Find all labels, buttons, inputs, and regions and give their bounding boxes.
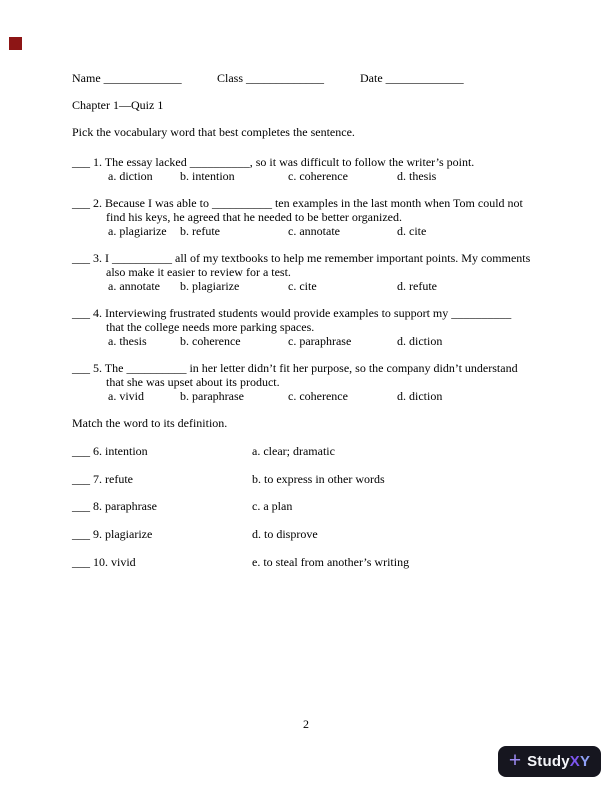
page-number: 2 bbox=[303, 717, 309, 731]
question-continuation: that the college needs more parking spaces. bbox=[106, 320, 315, 334]
match-word: ___ 6. intention bbox=[72, 444, 148, 458]
brand-x: X bbox=[569, 753, 580, 770]
question-continuation: also make it easier to review for a test. bbox=[106, 265, 291, 279]
option-c: c. coherence bbox=[288, 389, 348, 403]
option-b: b. intention bbox=[180, 169, 235, 183]
name-field bbox=[72, 71, 182, 85]
option-d: d. diction bbox=[397, 389, 443, 403]
question-continuation: find his keys, he agreed that he needed to be better organized. bbox=[106, 210, 402, 224]
name-blank-line: _____________ bbox=[103, 71, 182, 85]
option-a: a. vivid bbox=[108, 389, 144, 403]
date-label: Date bbox=[360, 71, 383, 85]
option-a: a. plagiarize bbox=[108, 224, 167, 238]
brand-study: Study bbox=[527, 753, 570, 770]
class-label: Class bbox=[217, 71, 244, 85]
brand-text bbox=[527, 753, 590, 770]
match-definition: d. to disprove bbox=[252, 527, 318, 541]
question-text: ___ 1. The essay lacked __________, so it was difficult to follow the writer’s point. bbox=[72, 155, 475, 169]
option-b: b. plagiarize bbox=[180, 279, 240, 293]
match-definition: e. to steal from another’s writing bbox=[252, 555, 410, 569]
option-d: d. diction bbox=[397, 334, 443, 348]
question-continuation: that she was upset about its product. bbox=[106, 375, 280, 389]
question-text: ___ 5. The __________ in her letter didn’t fit her purpose, so the company didn’t understand bbox=[72, 361, 518, 375]
option-d: d. refute bbox=[397, 279, 437, 293]
studyxy-logo bbox=[498, 746, 601, 777]
question-text: ___ 4. Interviewing frustrated students would provide examples to support my __________ bbox=[72, 306, 512, 320]
class-blank-line: _____________ bbox=[246, 71, 325, 85]
question-text: ___ 3. I __________ all of my textbooks to help me remember important points. My comments bbox=[72, 251, 531, 265]
option-a: a. annotate bbox=[108, 279, 160, 293]
option-c: c. annotate bbox=[288, 224, 340, 238]
quiz-title: Chapter 1—Quiz 1 bbox=[72, 98, 164, 112]
match-word: ___ 10. vivid bbox=[72, 555, 136, 569]
match-word: ___ 7. refute bbox=[72, 472, 133, 486]
option-c: c. paraphrase bbox=[288, 334, 352, 348]
plus-icon: + bbox=[508, 749, 522, 772]
match-definition: b. to express in other words bbox=[252, 472, 385, 486]
match-definition: a. clear; dramatic bbox=[252, 444, 335, 458]
option-c: c. cite bbox=[288, 279, 317, 293]
date-field bbox=[360, 71, 464, 85]
option-b: b. paraphrase bbox=[180, 389, 244, 403]
option-b: b. coherence bbox=[180, 334, 241, 348]
vocab-instruction: Pick the vocabulary word that best completes the sentence. bbox=[72, 125, 355, 139]
option-a: a. diction bbox=[108, 169, 153, 183]
name-label: Name bbox=[72, 71, 101, 85]
corner-red-square-marker bbox=[9, 37, 22, 50]
option-b: b. refute bbox=[180, 224, 220, 238]
brand-y: Y bbox=[579, 753, 591, 770]
option-d: d. thesis bbox=[397, 169, 437, 183]
match-word: ___ 8. paraphrase bbox=[72, 499, 157, 513]
option-c: c. coherence bbox=[288, 169, 348, 183]
match-word: ___ 9. plagiarize bbox=[72, 527, 153, 541]
question-text: ___ 2. Because I was able to __________ ten examples in the last month when Tom could not bbox=[72, 196, 523, 210]
matching-instruction: Match the word to its definition. bbox=[72, 416, 228, 430]
date-blank-line: _____________ bbox=[385, 71, 464, 85]
option-a: a. thesis bbox=[108, 334, 147, 348]
match-definition: c. a plan bbox=[252, 499, 293, 513]
option-d: d. cite bbox=[397, 224, 427, 238]
class-field bbox=[217, 71, 324, 85]
